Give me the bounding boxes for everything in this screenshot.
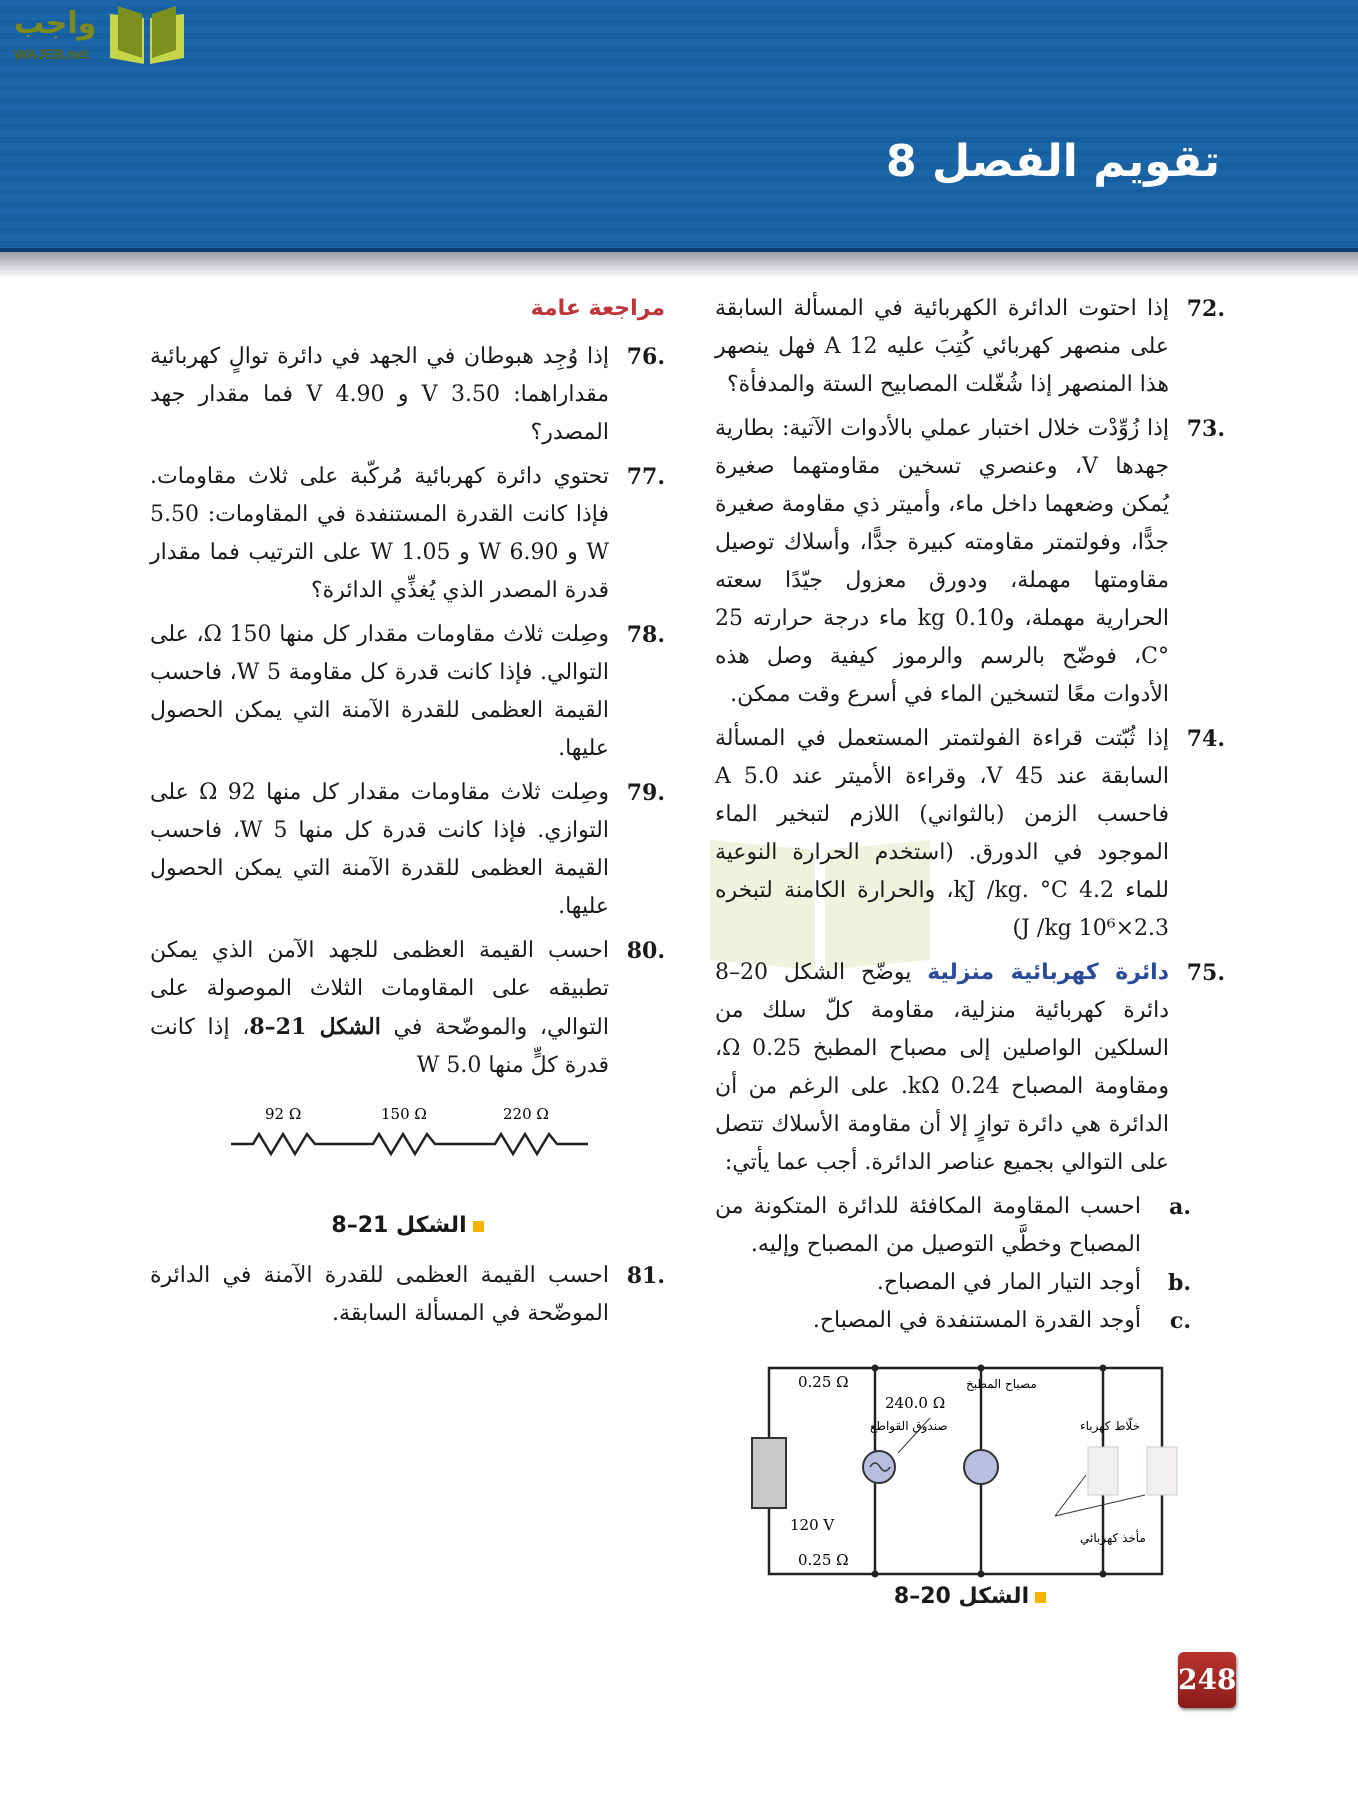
question-number: .73 bbox=[1186, 416, 1225, 442]
part-text: أوجد التيار المار في المصباح. bbox=[876, 1270, 1141, 1295]
question-text: إذا زُوِّدْت خلال اختبار عملي بالأدوات الآتية: بطارية جهدها V، وعنصري تسخين مقاومتهما صغيرة يُمكن وضعهما داخل ماء، وأميتر ذي مقاومة صغيرة جدًّا، وفولتمتر مقاومته كبيرة جدًّا، وأسلاك توصيل مقاومتها مهملة، ودورق معزول جيّدًا سعته الحرارية مهملة، و0.10 kg ماء درجة حرارته 25 °C، فوضّح بالرسم والرموز كيفية وصل هذه الأدوات معًا لتسخين الماء في أسرع وقت ممكن. bbox=[715, 416, 1170, 707]
page-title: تقويم الفصل 8 bbox=[886, 136, 1220, 187]
section-title: مراجعة عامة bbox=[530, 296, 665, 321]
figure-21-caption bbox=[150, 1209, 665, 1243]
mixer-icon bbox=[964, 1450, 998, 1484]
part-label: .a bbox=[1169, 1194, 1191, 1220]
question-73 bbox=[715, 410, 1225, 714]
question-75-part-c bbox=[715, 1302, 1225, 1340]
question-72 bbox=[715, 290, 1225, 404]
question-76 bbox=[150, 338, 665, 452]
caption-square-icon bbox=[473, 1221, 484, 1232]
question-number: .74 bbox=[1186, 726, 1225, 752]
question-number: .80 bbox=[626, 938, 665, 964]
header-shadow bbox=[0, 252, 1358, 278]
logo-arabic: واجب bbox=[14, 6, 97, 41]
question-75 bbox=[715, 954, 1225, 1182]
question-text: احسب القيمة العظمى للقدرة الآمنة في الدائرة الموضّحة في المسألة السابقة. bbox=[150, 1263, 609, 1326]
question-text: يوضّح الشكل 20–8 دائرة كهربائية منزلية، مقاومة كلّ سلك من السلكين الواصلين إلى مصباح المطبخ 0.25 Ω، ومقاومة المصباح 0.24 kΩ. على الرغم من أن الدائرة هي دائرة توازٍ إلا أن مقاومة الأسلاك تتصل على التوالي بجميع عناصر الدائرة. أجب عما يأتي: bbox=[715, 960, 1169, 1175]
figure-20-household-circuit bbox=[740, 1350, 1200, 1580]
question-number: .76 bbox=[626, 344, 665, 370]
wajeb-logo bbox=[8, 4, 193, 70]
chapter-header-banner bbox=[0, 0, 1358, 252]
question-text: ، إذا كانت قدرة كلٍّ منها 5.0 W bbox=[150, 1015, 609, 1078]
question-75-part-a bbox=[715, 1188, 1225, 1264]
outlet-label: مأخذ كهربائي bbox=[1080, 1531, 1146, 1545]
breaker-voltage: 120 V bbox=[790, 1516, 835, 1534]
outlet-icon bbox=[1088, 1447, 1118, 1495]
caption-text: الشكل 20–8 bbox=[893, 1584, 1030, 1609]
figure-21-series-resistors bbox=[223, 1099, 593, 1169]
page-number-badge: 248 bbox=[1178, 1652, 1236, 1708]
resistor-label: 220 Ω bbox=[502, 1105, 549, 1123]
question-81 bbox=[150, 1257, 665, 1333]
question-number: .78 bbox=[626, 622, 665, 648]
caption-square-icon bbox=[1035, 1592, 1046, 1603]
question-text: تحتوي دائرة كهربائية مُركّبة على ثلاث مقاومات. فإذا كانت القدرة المستنفدة في المقاومات: 5.50 W و 6.90 W و 1.05 W على الترتيب فما مقدار قدرة المصدر الذي يُغذِّي الدائرة؟ bbox=[150, 464, 609, 603]
book-icon bbox=[106, 4, 188, 66]
right-column bbox=[715, 290, 1225, 1614]
figure-20-caption bbox=[715, 1580, 1225, 1614]
breaker-label: صندوق القواطع bbox=[870, 1419, 948, 1433]
part-label: .b bbox=[1167, 1270, 1191, 1296]
question-number: .81 bbox=[626, 1263, 665, 1289]
question-77 bbox=[150, 458, 665, 610]
breaker-box bbox=[752, 1438, 786, 1508]
resistor-label: 150 Ω bbox=[380, 1105, 427, 1123]
lamp-icon bbox=[863, 1451, 895, 1483]
question-number: .75 bbox=[1186, 960, 1225, 986]
question-text: وصِلت ثلاث مقاومات مقدار كل منها 150 Ω، على التوالي. فإذا كانت قدرة كل مقاومة 5 W، فاحسب القيمة العظمى للقدرة الآمنة التي يمكن الحصول عليها. bbox=[150, 622, 609, 761]
question-text: احسب القيمة العظمى للجهد الآمن الذي يمكن تطبيقه على المقاومات الثلاث الموصولة على التوالي، والموضّحة في bbox=[150, 938, 609, 1040]
lamp-resistance: 240.0 Ω bbox=[885, 1394, 946, 1412]
question-number: .72 bbox=[1186, 296, 1225, 322]
question-79 bbox=[150, 774, 665, 926]
part-text: أوجد القدرة المستنفدة في المصباح. bbox=[812, 1308, 1141, 1333]
left-column bbox=[150, 290, 665, 1339]
wire-bottom-resistance: 0.25 Ω bbox=[798, 1551, 849, 1569]
question-text: إذا ثُبّتت قراءة الفولتمتر المستعمل في المسألة السابقة عند 45 V، وقراءة الأميتر عند 5.0 A فاحسب الزمن (بالثواني) اللازم لتبخير الماء الموجود في الدورق. (استخدم الحرارة النوعية للماء 4.2 kJ /kg. °C، والحرارة الكامنة لتبخره 2.3×10⁶ J /kg) bbox=[715, 726, 1170, 941]
mixer-label: خلّاط كهرباء bbox=[1080, 1419, 1140, 1433]
question-number: .77 bbox=[626, 464, 665, 490]
outlet-icon bbox=[1147, 1447, 1177, 1495]
part-text: احسب المقاومة المكافئة للدائرة المتكونة من المصباح وخطَّي التوصيل من المصباح وإليه. bbox=[715, 1194, 1141, 1257]
question-80 bbox=[150, 932, 665, 1085]
logo-english: WAJEB.net bbox=[14, 46, 89, 62]
resistor-label: 92 Ω bbox=[264, 1105, 301, 1123]
question-text: إذا وُجِد هبوطان في الجهد في دائرة توالٍ كهربائية مقداراهما: 3.50 V و 4.90 V فما مقدار جهد المصدر؟ bbox=[150, 344, 609, 445]
lamp-label: مصباح المطبخ bbox=[966, 1377, 1037, 1391]
figure-reference: الشكل 21–8 bbox=[249, 1014, 381, 1040]
caption-text: الشكل 21–8 bbox=[331, 1213, 467, 1238]
resistor-chain bbox=[231, 1134, 588, 1154]
question-text: وصِلت ثلاث مقاومات مقدار كل منها 92 Ω على التوازي. فإذا كانت قدرة كل منها 5 W، فاحسب القيمة العظمى للقدرة الآمنة التي يمكن الحصول عليها. bbox=[150, 780, 609, 919]
question-74 bbox=[715, 720, 1225, 948]
part-label: .c bbox=[1169, 1308, 1191, 1334]
question-topic: دائرة كهربائية منزلية bbox=[927, 960, 1169, 985]
question-number: .79 bbox=[626, 780, 665, 806]
wire-top-resistance: 0.25 Ω bbox=[798, 1373, 849, 1391]
question-75-part-b bbox=[715, 1264, 1225, 1302]
question-text: إذا احتوت الدائرة الكهربائية في المسألة السابقة على منصهر كهربائي كُتِبَ عليه 12 A فهل ينصهر هذا المنصهر إذا شُغّلت المصابيح الستة والمدفأة؟ bbox=[715, 296, 1169, 397]
question-78 bbox=[150, 616, 665, 768]
